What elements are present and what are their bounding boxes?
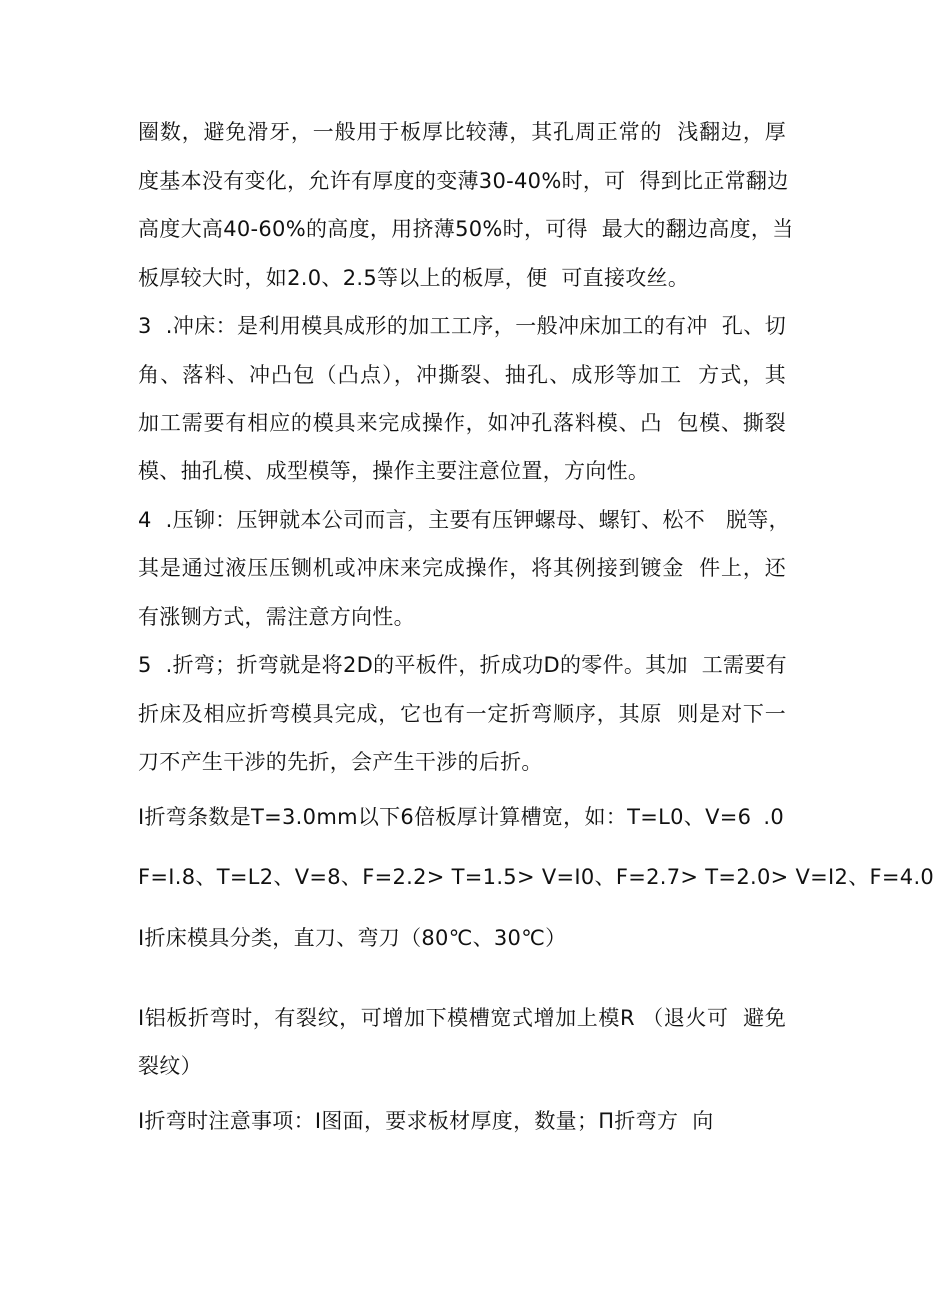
text-line-16-tail: F=4.0 [869, 865, 934, 889]
text-line-20: I折弯时注意事项：I图面，要求板材厚度，数量；Π折弯方 向 [138, 1109, 714, 1133]
text-line-11: 有涨铡方式，需注意方向性。 [138, 605, 415, 629]
text-line-16 [138, 863, 934, 891]
text-line-13: 折床及相应折弯模具完成，它也有一定折弯顺序，其原 则是对下一 [138, 702, 786, 726]
text-line-5: 3 .冲床：是利用模具成形的加工工序，一般冲床加工的有冲 孔、切 [138, 314, 786, 338]
text-line-16-main: F=I.8、T=L2、V=8、F=2.2> T=1.5> V=I0、F=2.7> T=2.0> V=I2、 [138, 865, 870, 889]
text-line-10: 其是通过液压压铡机或冲床来完成操作，将其例接到镀金 件上，还 [138, 556, 786, 580]
text-line-17: I折床模具分类，直刀、弯刀（80℃、30℃） [138, 926, 567, 950]
text-line-1: 圈数，避免滑牙，一般用于板厚比较薄，其孔周正常的 浅翻边，厚 [138, 120, 786, 144]
text-line-6: 角、落料、冲凸包（凸点），冲撕裂、抽孔、成形等加工 方式，其 [138, 363, 786, 387]
text-line-15-main: I折弯条数是T=3.0mm以下6倍板厚计算槽宽，如：T=L0、V=6 [138, 805, 752, 829]
text-line-4: 板厚较大时，如2.0、2.5等以上的板厚，便 可直接攻丝。 [138, 266, 690, 290]
text-line-18: I铝板折弯时，有裂纹，可增加下模槽宽式增加上模R （退火可 避免 [138, 1006, 786, 1030]
text-line-2: 度基本没有变化，允许有厚度的变薄30-40%时，可 得到比正常翻边 [138, 169, 789, 193]
text-line-9: 4 .压铆：压钾就本公司而言，主要有压钾螺母、螺钉、松不 脱等， [138, 508, 790, 532]
text-line-19: 裂纹） [138, 1054, 202, 1078]
text-line-3: 高度大高40-60%的高度，用挤薄50%时，可得 最大的翻边高度，当 [138, 217, 794, 241]
text-line-12: 5 .折弯；折弯就是将2D的平板件，折成功D的零件。其加 工需要有 [138, 653, 787, 677]
text-line-8: 模、抽孔模、成型模等，操作主要注意位置，方向性。 [138, 459, 650, 483]
text-line-15 [138, 803, 784, 831]
text-line-14: 刀不产生干涉的先折，会产生干涉的后折。 [138, 750, 543, 774]
text-line-7: 加工需要有相应的模具来完成操作，如冲孔落料模、凸 包模、撕裂 [138, 411, 786, 435]
text-line-15-tail: .0 [763, 805, 784, 829]
